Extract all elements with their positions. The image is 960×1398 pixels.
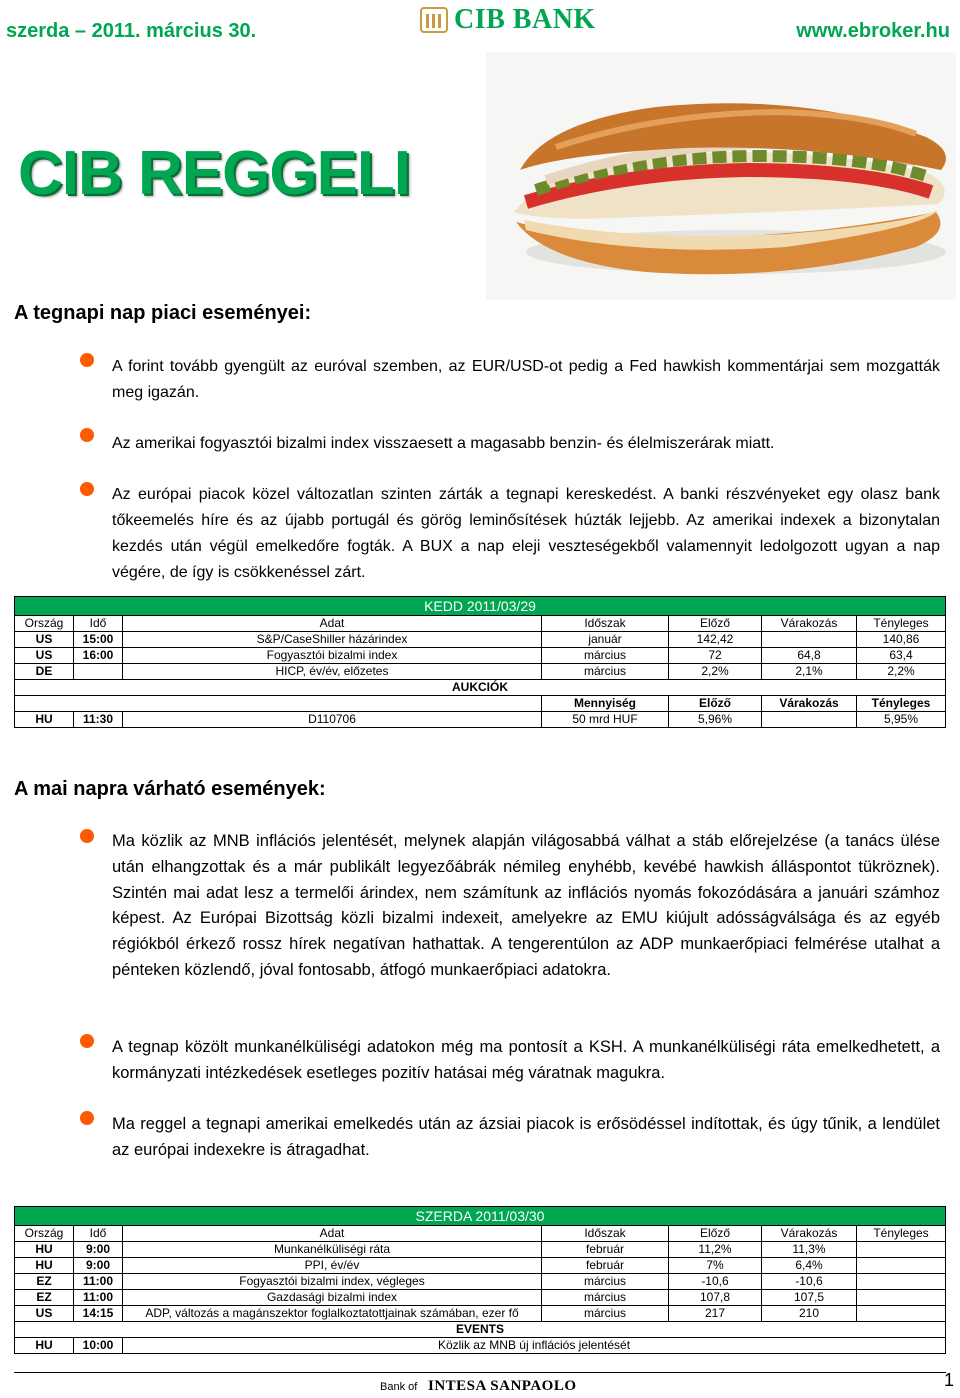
cell-expected xyxy=(762,632,857,648)
cell-data: Fogyasztói bizalmi index xyxy=(123,648,542,664)
col-header: Időszak xyxy=(542,1226,669,1242)
bullet-text: Az amerikai fogyasztói bizalmi index visszaesett a magasabb benzin- és élelmiszerárak miatt. xyxy=(112,435,775,452)
cell-country: US xyxy=(15,1306,74,1322)
bullet-icon xyxy=(80,1034,94,1048)
cell-event: Közlik az MNB új inflációs jelentését xyxy=(123,1338,946,1354)
bullet-icon xyxy=(80,353,94,367)
cell-country: EZ xyxy=(15,1290,74,1306)
cell-actual xyxy=(857,1242,946,1258)
bullet-text: A tegnap közölt munkanélküliségi adatokon még ma pontosít a KSH. A munkanélküliségi ráta emelkedhetett, a kormányzati intézkedések esetleges pozitív hatásai még váratnak magukra. xyxy=(112,1038,940,1082)
cell-country: US xyxy=(15,632,74,648)
cell-time: 11:00 xyxy=(74,1274,123,1290)
sandwich-image xyxy=(486,52,956,300)
col-header: Előző xyxy=(669,696,762,712)
cell-period: január xyxy=(542,632,669,648)
col-header: Adat xyxy=(123,616,542,632)
intesa-sanpaolo-logo: INTESA SANPAOLO xyxy=(428,1378,577,1394)
bullet-icon xyxy=(80,428,94,442)
cell-period: február xyxy=(542,1258,669,1274)
cell-time: 9:00 xyxy=(74,1242,123,1258)
bullet-text: Ma reggel a tegnapi amerikai emelkedés után az ázsiai piacok is erősödéssel indítottak, és úgy tűnik, a lendület az európai indexekre is átragadhat. xyxy=(112,1115,940,1159)
cell-time: 10:00 xyxy=(74,1338,123,1354)
bank-name: CIB BANK xyxy=(454,4,596,35)
cell-expected xyxy=(762,712,857,728)
cell-expected: 6,4% xyxy=(762,1258,857,1274)
header-date: szerda – 2011. március 30. xyxy=(6,20,257,42)
section-heading-yesterday: A tegnapi nap piaci eseményei: xyxy=(14,302,312,324)
cell-country: HU xyxy=(15,712,74,728)
col-header: Előző xyxy=(669,1226,762,1242)
cell-period: március xyxy=(542,648,669,664)
table-row xyxy=(15,1242,946,1258)
cell-period: március xyxy=(542,1290,669,1306)
cell-actual: 5,95% xyxy=(857,712,946,728)
cell-data: D110706 xyxy=(123,712,542,728)
cell-time: 15:00 xyxy=(74,632,123,648)
events-table-today xyxy=(14,1206,946,1354)
col-header: Előző xyxy=(669,616,762,632)
col-header: Tényleges xyxy=(857,1226,946,1242)
cell-country: US xyxy=(15,648,74,664)
col-header: Ország xyxy=(15,616,74,632)
cell-country: HU xyxy=(15,1258,74,1274)
cell-data: HICP, év/év, előzetes xyxy=(123,664,542,680)
col-header: Várakozás xyxy=(762,1226,857,1242)
bullet-icon xyxy=(80,482,94,496)
table-row xyxy=(15,1274,946,1290)
table-row xyxy=(15,1290,946,1306)
events-table-yesterday xyxy=(14,596,946,728)
cell-previous: 2,2% xyxy=(669,664,762,680)
cell-previous: 11,2% xyxy=(669,1242,762,1258)
cell-amount: 50 mrd HUF xyxy=(542,712,669,728)
cell-actual xyxy=(857,1306,946,1322)
col-header: Idő xyxy=(74,616,123,632)
cib-bank-logo xyxy=(420,4,596,36)
auctions-label: AUKCIÓK xyxy=(15,680,946,696)
cell-period: február xyxy=(542,1242,669,1258)
event-row xyxy=(15,1338,946,1354)
bullet-icon xyxy=(80,1111,94,1125)
col-header: Adat xyxy=(123,1226,542,1242)
cell-expected: 64,8 xyxy=(762,648,857,664)
cell-time: 9:00 xyxy=(74,1258,123,1274)
page-number: 1 xyxy=(943,1370,954,1390)
table-row xyxy=(15,1306,946,1322)
col-header: Várakozás xyxy=(762,616,857,632)
cell-data: Gazdasági bizalmi index xyxy=(123,1290,542,1306)
cell-previous: 7% xyxy=(669,1258,762,1274)
cell-time: 14:15 xyxy=(74,1306,123,1322)
cell-data: PPI, év/év xyxy=(123,1258,542,1274)
cell-data: S&P/CaseShiller házárindex xyxy=(123,632,542,648)
table-row xyxy=(15,648,946,664)
col-header: Mennyiség xyxy=(542,696,669,712)
cell-actual xyxy=(857,1274,946,1290)
cell-period: március xyxy=(542,664,669,680)
table-header-row xyxy=(15,616,946,632)
cell-country: DE xyxy=(15,664,74,680)
cell-period: március xyxy=(542,1306,669,1322)
cell-actual: 2,2% xyxy=(857,664,946,680)
table-caption: SZERDA 2011/03/30 xyxy=(15,1207,946,1226)
footer-bank-of: Bank of xyxy=(380,1381,418,1393)
cell-expected: -10,6 xyxy=(762,1274,857,1290)
cell-expected: 11,3% xyxy=(762,1242,857,1258)
bullet-text: A forint tovább gyengült az euróval szemben, az EUR/USD-ot pedig a Fed hawkish kommentárjai sem mozgatták meg igazán. xyxy=(112,358,940,401)
col-header: Ország xyxy=(15,1226,74,1242)
cell-previous: 72 xyxy=(669,648,762,664)
cell-country: HU xyxy=(15,1338,74,1354)
section-heading-today: A mai napra várható események: xyxy=(14,778,326,800)
table-row xyxy=(15,632,946,648)
cell-time: 11:30 xyxy=(74,712,123,728)
cell-expected: 107,5 xyxy=(762,1290,857,1306)
cell-time: 11:00 xyxy=(74,1290,123,1306)
cell-data: Munkanélküliségi ráta xyxy=(123,1242,542,1258)
bullet-text: Az európai piacok közel változatlan szinten zárták a tegnapi kereskedést. A banki részvényeket egy olasz bank tőkeemelés híre és az újabb portugál és görög leminősítések húzták lejjebb. Az amerikai indexek a bizonytalan kezdés után végül emelkedőre fogták. A BUX a nap eleji veszteségekből valamennyit ledolgozott ugyan a nap végére, de így is csökkenéssel zárt. xyxy=(112,486,940,581)
cell-time xyxy=(74,664,123,680)
bullet-text: Ma közlik az MNB inflációs jelentését, melynek alapján világosabbá válhat a stáb előrejelzése (a tanács ülése után elhangzottak és a már publikált legyezőábrák némileg enyhébb, kevébé hawkish álláspontot tükröznek). Szintén mai adat lesz a termelői árindex, nem számítunk az inflációs nyomás fokozódására a januári számhoz képest. Az Európai Bizottság közli bizalmi indexeit, amelyekre az EMU kiújult adósságválsága és az egyéb régiókból érkező rossz hírek negatívan hathattak. A tengerentúlon az ADP munkaerőpiaci felmérése utalhat a pénteken közlendő, jóval fontosabb, átfogó munkaerőpiaci adatokra. xyxy=(112,832,940,979)
table-row xyxy=(15,664,946,680)
cell-actual xyxy=(857,1290,946,1306)
footer-divider xyxy=(14,1372,946,1373)
bullet-icon xyxy=(80,829,94,843)
cell-period: március xyxy=(542,1274,669,1290)
cell-actual: 63,4 xyxy=(857,648,946,664)
cell-data: ADP, változás a magánszektor foglalkoztatottjainak számában, ezer fő xyxy=(123,1306,542,1322)
cell-previous: 142,42 xyxy=(669,632,762,648)
cell-actual: 140,86 xyxy=(857,632,946,648)
col-header: Tényleges xyxy=(857,696,946,712)
table-header-row xyxy=(15,1226,946,1242)
col-header: Várakozás xyxy=(762,696,857,712)
cib-logo-icon xyxy=(420,7,448,33)
cell-previous: -10,6 xyxy=(669,1274,762,1290)
table-row xyxy=(15,1258,946,1274)
cell-expected: 2,1% xyxy=(762,664,857,680)
cell-data: Fogyasztói bizalmi index, végleges xyxy=(123,1274,542,1290)
cell-previous: 5,96% xyxy=(669,712,762,728)
cell-expected: 210 xyxy=(762,1306,857,1322)
cell-time: 16:00 xyxy=(74,648,123,664)
page-title: CIB REGGELI xyxy=(18,139,411,208)
header-website-link[interactable]: www.ebroker.hu xyxy=(796,20,950,42)
col-header: Időszak xyxy=(542,616,669,632)
table-caption: KEDD 2011/03/29 xyxy=(15,597,946,616)
events-label: EVENTS xyxy=(15,1322,946,1338)
auction-header-row xyxy=(15,696,946,712)
cell-previous: 107,8 xyxy=(669,1290,762,1306)
cell-actual xyxy=(857,1258,946,1274)
col-header: Idő xyxy=(74,1226,123,1242)
auction-row xyxy=(15,712,946,728)
cell-country: EZ xyxy=(15,1274,74,1290)
cell-country: HU xyxy=(15,1242,74,1258)
col-header: Tényleges xyxy=(857,616,946,632)
cell-previous: 217 xyxy=(669,1306,762,1322)
